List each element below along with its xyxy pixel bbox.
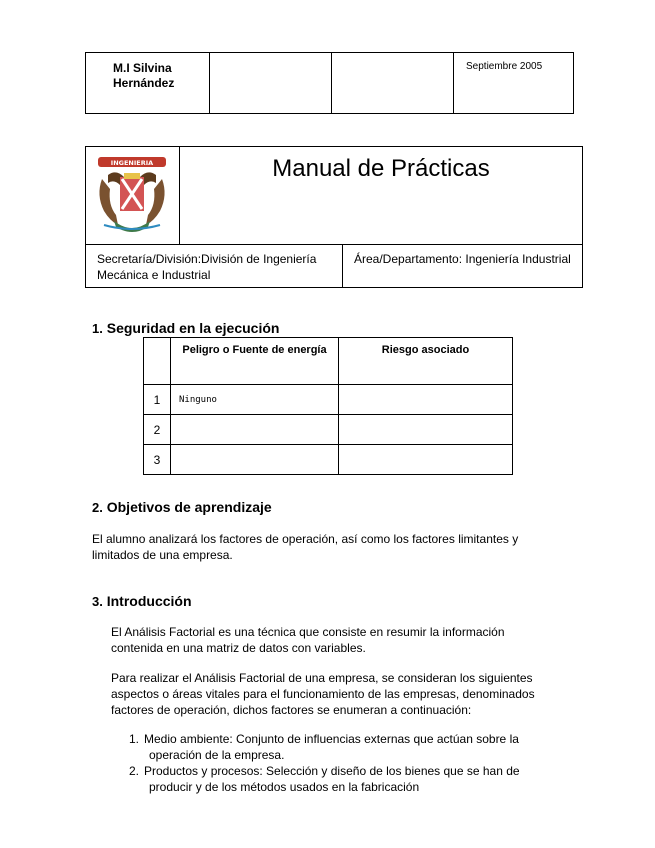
hazard-cell (171, 415, 339, 445)
document-header-table (85, 52, 574, 114)
date-cell (454, 53, 574, 114)
list-item (129, 731, 559, 763)
list-text: operación de la empresa. (149, 748, 285, 762)
table-header-row (144, 338, 513, 385)
empty-header-cell (332, 53, 454, 114)
section-number: 2. (92, 500, 103, 515)
list-item (129, 763, 559, 795)
manual-header-box (85, 146, 583, 288)
row-number: 3 (144, 445, 171, 475)
row-number: 2 (144, 415, 171, 445)
table-row (144, 445, 513, 475)
risk-cell (339, 415, 513, 445)
document-date: Septiembre 2005 (466, 61, 543, 72)
unam-engineering-logo-icon (94, 155, 170, 237)
table-row (144, 385, 513, 415)
manual-title: Manual de Prácticas (272, 155, 490, 182)
safety-table (143, 337, 513, 475)
list-text: Productos y procesos: Selección y diseño de los bienes que se han de (144, 764, 520, 778)
section-number: 1. (92, 321, 103, 336)
divider (342, 244, 343, 287)
section-title: Introducción (106, 593, 192, 609)
risk-cell (339, 445, 513, 475)
intro-paragraph: Para realizar el Análisis Factorial de una empresa, se consideran los siguientes aspectos o áreas vitales para el funcionamiento de las empresas, denominados factores de operación, dichos factores se enumeran a continuación: (111, 671, 535, 717)
table-row (144, 415, 513, 445)
empty-header-cell (210, 53, 332, 114)
section-heading (92, 320, 279, 336)
logo-text: INGENIERIA (110, 159, 154, 167)
author-name: M.I Silvina Hernández (113, 61, 175, 90)
table-header-cell (144, 338, 171, 385)
section-heading (92, 593, 192, 609)
hazard-cell (171, 445, 339, 475)
section-title: Seguridad en la ejecución (106, 320, 280, 336)
table-header-cell: Peligro o Fuente de energía (171, 338, 339, 385)
table-header-cell: Riesgo asociado (339, 338, 513, 385)
list-number: 2. (129, 764, 140, 778)
objectives-paragraph: El alumno analizará los factores de operación, así como los factores limitantes y limitados de una empresa. (92, 532, 519, 562)
intro-paragraph: El Análisis Factorial es una técnica que consiste en resumir la información contenida en una matriz de datos con variables. (111, 625, 505, 655)
list-text: Medio ambiente: Conjunto de influencias externas que actúan sobre la (144, 732, 519, 746)
list-text: producir y de los métodos usados en la fabricación (149, 780, 420, 794)
section-title: Objetivos de aprendizaje (106, 499, 272, 515)
hazard-cell: Ninguno (171, 385, 339, 415)
author-cell (86, 53, 210, 114)
risk-cell (339, 385, 513, 415)
division-label: Secretaría/División:División de Ingeniería Mecánica e Industrial (97, 252, 317, 282)
area-label: Área/Departamento: Ingeniería Industrial (354, 252, 571, 266)
operation-factors-list (129, 731, 559, 795)
divider (86, 244, 582, 245)
section-heading (92, 499, 272, 515)
list-number: 1. (129, 732, 140, 746)
row-number: 1 (144, 385, 171, 415)
section-number: 3. (92, 594, 103, 609)
